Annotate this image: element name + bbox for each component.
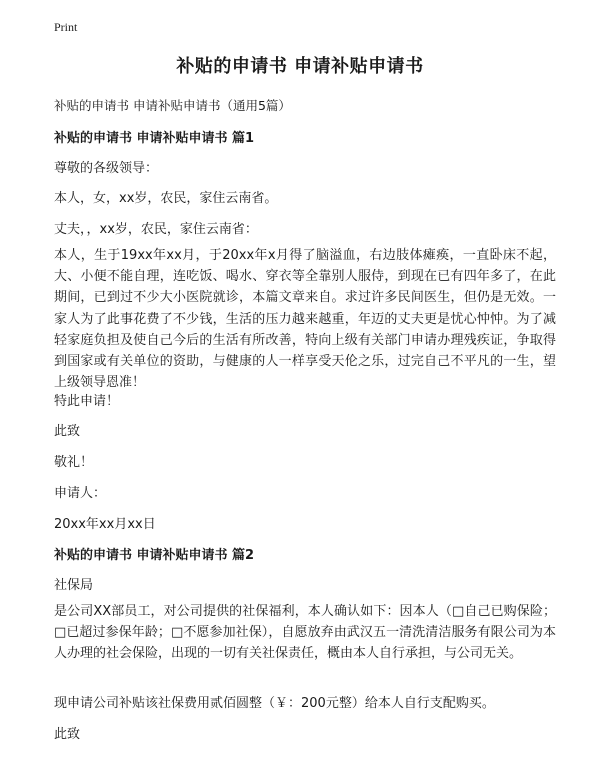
document-subtitle: 补贴的申请书 申请补贴申请书（通用5篇） bbox=[54, 98, 291, 113]
article-2-heading: 补贴的申请书 申请补贴申请书 篇2 bbox=[54, 548, 255, 563]
article-1-salutation: 尊敬的各级领导： bbox=[54, 161, 159, 176]
article-1-closing-salute: 敬礼！ bbox=[54, 455, 94, 470]
article-2-closing-to: 此致 bbox=[54, 727, 81, 742]
article-1-heading: 补贴的申请书 申请补贴申请书 篇1 bbox=[54, 131, 255, 146]
article-1-signature-label: 申请人： bbox=[54, 486, 107, 501]
article-2-request: 现申请公司补贴该社保费用贰佰圆整（￥：200元整）给本人自行支配购买。 bbox=[54, 696, 495, 711]
article-1-applicant-info: 本人，女，xx岁，农民，家住云南省。 bbox=[54, 191, 278, 206]
article-2-recipient: 社保局 bbox=[54, 578, 94, 593]
article-2-body: 是公司XX部员工，对公司提供的社保福利，本人确认如下：因本人（□自己已购保险；□已超过参保年龄；□不愿参加社保），自愿放弃由武汉五一清洗清洁服务有限公司为本人办理的社会保险，出现的一切有关社保责任，概由本人自行承担，与公司无关。 bbox=[54, 604, 556, 662]
article-1-date: 20xx年xx月xx日 bbox=[54, 517, 156, 532]
article-1-closing-request: 特此申请！ bbox=[54, 394, 120, 409]
article-1-closing-to: 此致 bbox=[54, 424, 81, 439]
print-link[interactable]: Print bbox=[54, 20, 78, 34]
page-title: 补贴的申请书 申请补贴申请书 bbox=[176, 56, 424, 77]
article-1-body: 本人，生于19xx年xx月，于20xx年x月得了脑溢血，右边肢体瘫痪，一直卧床不起，大、小便不能自理，连吃饭、喝水、穿衣等全靠别人服侍，到现在已有四年多了，在此期间，已到过不少大小医院就诊，本篇文章来自。求过许多民间医生，但仍是无效。一家人为了此事花费了不少钱，生活的压力越来越重，年迈的丈夫更是忧心忡忡。为了减轻家庭负担及使自己今后的生活有所改善，特向上级有关部门申请办理残疾证，争取得到国家或有关单位的资助，与健康的人一样享受天伦之乐，过完自己不平凡的一生，望上级领导恩准！ bbox=[54, 248, 556, 391]
article-1-husband-info: 丈夫，，xx岁，农民，家住云南省： bbox=[54, 222, 258, 237]
